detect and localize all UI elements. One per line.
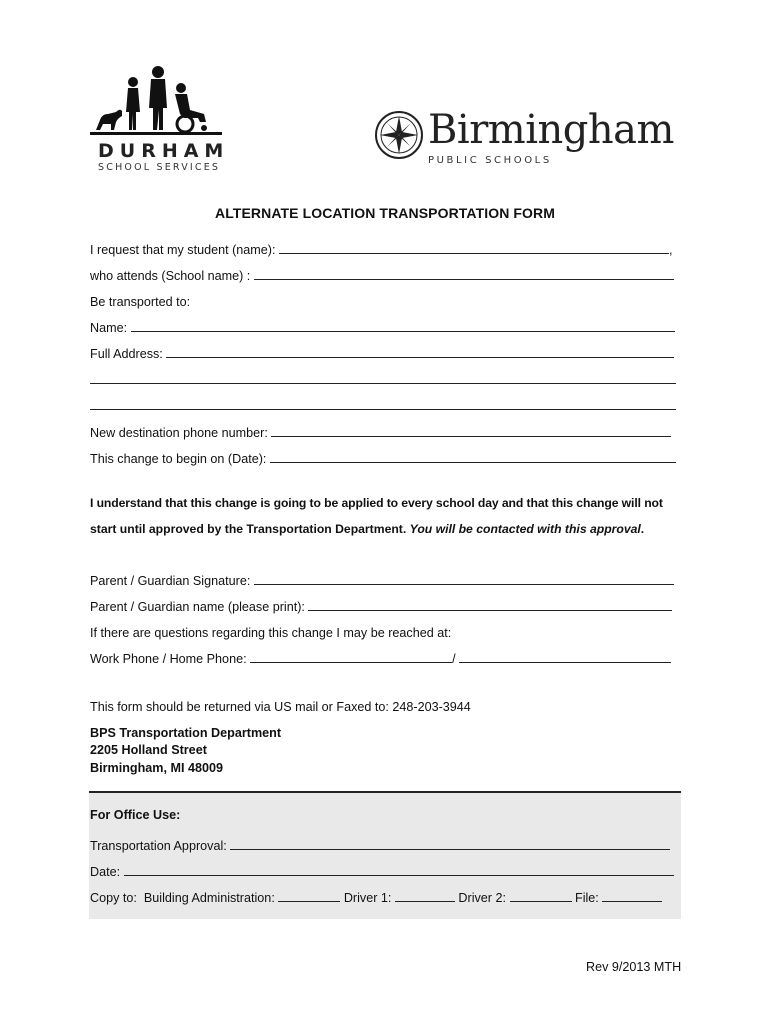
office-date-field[interactable] [124,863,674,876]
student-name-field[interactable] [279,241,669,254]
questions-label: If there are questions regarding this change I may be reached at: [90,626,452,640]
birmingham-logo-name: Birmingham [428,107,674,153]
notice-line-2 [90,520,678,538]
revision-note: Rev 9/2013 MTH [586,960,682,974]
full-address-field[interactable] [166,345,674,358]
office-date-row [90,863,678,881]
work-home-phone-row [90,650,678,668]
notice-approval-text: start until approved by the Transportation Department. [90,522,407,536]
driver2-field[interactable] [510,889,572,902]
notice-line-1: I understand that this change is going to be applied to every school day and that this change will not [90,496,663,510]
phone-separator: / [452,652,456,666]
copy-to-row [90,889,678,907]
driver1-field[interactable] [395,889,455,902]
guardian-name-label: Parent / Guardian name (please print): [90,600,305,614]
school-name-row [90,267,678,285]
transport-approval-row [90,837,678,855]
work-phone-field[interactable] [250,650,452,663]
destination-phone-label: New destination phone number: [90,426,268,440]
notice-contact-text: You will be contacted with this approval [409,522,641,536]
student-name-row [90,241,678,259]
building-admin-field[interactable] [278,889,340,902]
dept-city: Birmingham, MI 48009 [90,761,223,775]
file-field[interactable] [602,889,662,902]
driver2-label: Driver 2: [458,891,506,905]
address-line-2 [90,371,678,389]
guardian-signature-row [90,572,678,590]
address-line-2-field[interactable] [90,371,676,384]
school-name-field[interactable] [254,267,674,280]
destination-phone-field[interactable] [271,424,671,437]
copy-to-label: Copy to: [90,891,137,905]
durham-logo-subtitle: SCHOOL SERVICES [98,162,221,173]
start-date-label: This change to begin on (Date): [90,452,267,466]
student-name-suffix: , [669,243,673,257]
student-name-label: I request that my student (name): [90,243,276,257]
birmingham-logo-subtitle: PUBLIC SCHOOLS [428,155,552,166]
file-label: File: [575,891,599,905]
home-phone-field[interactable] [459,650,671,663]
guardian-name-field[interactable] [308,598,672,611]
guardian-signature-label: Parent / Guardian Signature: [90,574,251,588]
office-date-label: Date: [90,865,121,879]
destination-name-label: Name: [90,321,128,335]
building-admin-label: Building Administration: [143,891,275,905]
dept-name: BPS Transportation Department [90,726,282,740]
notice-period: . [640,522,645,536]
destination-name-row [90,319,678,337]
start-date-row [90,450,678,468]
full-address-row [90,345,678,363]
return-instructions: This form should be returned via US mail or Faxed to: 248-203-3944 [90,700,471,714]
address-line-3-field[interactable] [90,397,676,410]
office-use-heading: For Office Use: [90,808,181,822]
destination-phone-row [90,424,678,442]
durham-logo-name: DURHAM [98,140,230,162]
dept-street: 2205 Holland Street [90,743,207,757]
form-title: ALTERNATE LOCATION TRANSPORTATION FORM [214,205,556,221]
guardian-signature-field[interactable] [254,572,674,585]
guardian-name-row [90,598,678,616]
driver1-label: Driver 1: [343,891,392,905]
transport-approval-field[interactable] [230,837,670,850]
destination-name-field[interactable] [131,319,675,332]
transported-to-label: Be transported to: [90,295,191,309]
compass-seal-icon [374,110,424,160]
address-line-3 [90,397,678,415]
work-home-phone-label: Work Phone / Home Phone: [90,652,247,666]
full-address-label: Full Address: [90,347,163,361]
start-date-field[interactable] [270,450,676,463]
school-name-label: who attends (School name) : [90,269,251,283]
transport-approval-label: Transportation Approval: [90,839,227,853]
